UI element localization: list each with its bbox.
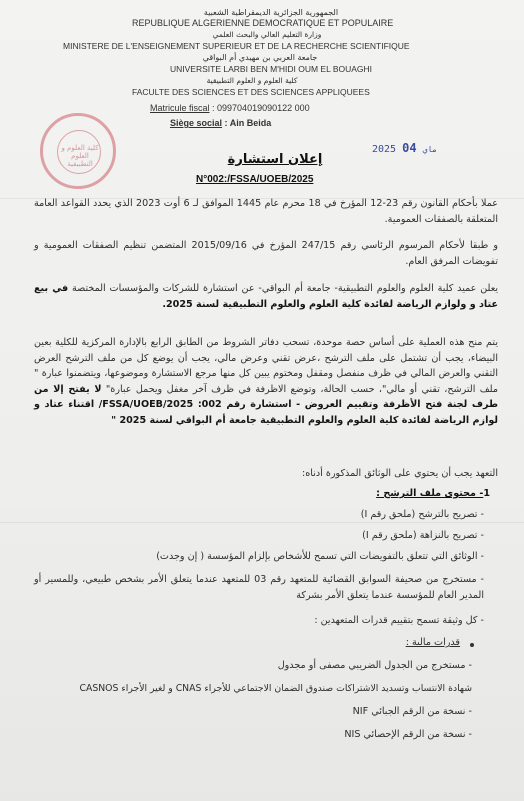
paragraph-decree: و طبقا لأحكام المرسوم الرئاسي رقم 247/15 المؤرخ في 2015/09/16 المتضمن تنظيم الصفقات العمومية و تفويضات المرفق العام. (34, 240, 498, 267)
capacity-item-3: - نسخة من الرقم الجبائي NIF (352, 706, 472, 717)
siege-social (170, 118, 271, 128)
procedure-envelope-mention: لا يفتح إلا من طرف لجنة فتح الأظرفة وتقييم العروض - استشارة رقم 002: FSSA/UOEB/2025/ اقتناء عتاد و لوازم الرياضة لفائدة كلية العلوم والعلوم التطبيقية جامعة أم البواقي لسنة 2025 " (34, 383, 498, 426)
capacities-title: قدرات مالية : (405, 637, 460, 648)
date-stamp (372, 141, 437, 155)
paragraph-announcement (34, 281, 498, 312)
paragraph-law: عملا بأحكام القانون رقم 23-12 المؤرخ في 18 محرم عام 1445 الموافق لـ 6 أوت 2023 الذي يحدد القواعد العامة المتعلقة بالصفقات العمومية. (34, 198, 498, 225)
matricule-fiscal (150, 103, 310, 113)
header-ar-republic: الجمهورية الجزائرية الديمقراطية الشعبية (203, 8, 339, 17)
paragraph-requirements: التعهد يجب أن يحتوي على الوثائق المذكورة أدناه: (302, 468, 498, 479)
announcement-reference: N°002:/FSSA/UOEB/2025 (196, 174, 314, 185)
header-fr-ministry: MINISTERE DE L'ENSEIGNEMENT SUPERIEUR ET DE LA RECHERCHE SCIENTIFIQUE (63, 41, 410, 51)
stamp-text: كلية العلوم و العلوم التطبيقية (61, 144, 99, 168)
announcement-text: يعلن عميد كلية العلوم والعلوم التطبيقية- جامعة أم البواقي- عن استشارة للشركات والمؤسسات المختصة (72, 283, 498, 294)
capacity-item-4: - نسخة من الرقم الإحصائي NIS (344, 729, 472, 740)
capacity-item-1: - مستخرج من الجدول الضريبي مصفى أو مجدول (277, 660, 472, 671)
section1-heading (376, 488, 490, 499)
faculty-stamp (40, 113, 116, 189)
header-ar-university: جامعة العربي بن مهيدي أم البواقي (202, 53, 318, 62)
date-month: ماي (422, 145, 438, 154)
header-fr-university: UNIVERSITE LARBI BEN M'HIDI OUM EL BOUAGHI (170, 64, 373, 74)
section1-item-4: - مستخرج من صحيفة السوابق القضائية للمتعهد رقم 03 للمتعهد عندما يتعلق الأمر بشخص طبيعي، وللمسير أو المدير العام للمؤسسة عندما يتعلق الأمر بشركة (34, 574, 484, 601)
siege-value: : Ain Beida (224, 118, 272, 128)
matricule-value: : 099704019090122 000 (212, 103, 310, 113)
section1-item-2: - تصريح بالنزاهة (ملحق رقم I) (362, 530, 484, 541)
paper-fold (0, 522, 524, 523)
paragraph-procedure (34, 335, 498, 428)
section1-item-1: - تصريح بالترشح (ملحق رقم I) (360, 509, 484, 520)
header-fr-faculty: FACULTE DES SCIENCES ET DES SCIENCES APPLIQUEES (132, 87, 370, 97)
bullet-icon (470, 643, 474, 647)
announcement-subject: في بيع عتاد و ولوازم الرياضة لفائدة كلية العلوم والعلوم التطبيقية لسنة 2025. (34, 283, 498, 310)
section1-item-5: - كل وثيقة تسمح بتقييم قدرات المتعهدين : (314, 615, 484, 626)
section1-item-3: - الوثائق التي تتعلق بالتفويضات التي تسمح للأشخاص بإلزام المؤسسة ( إن وجدت) (156, 551, 484, 562)
capacity-item-2: شهادة الانتساب وتسديد الاشتراكات صندوق الضمان الاجتماعي للأجراء CNAS و لغير الأجراء CASNOS (79, 683, 472, 694)
section1-number: 1 (483, 488, 490, 499)
date-day: 04 (402, 141, 417, 155)
header-ar-ministry: وزارة التعليم العالي والبحث العلمي (212, 30, 322, 39)
header-fr-republic: REPUBLIQUE ALGERIENNE DEMOCRATIQUE ET POPULAIRE (132, 18, 394, 28)
section1-title: - محتوى ملف الترشح : (376, 488, 484, 499)
siege-label: Siège social (170, 118, 223, 128)
date-year: 2025 (372, 144, 397, 155)
procedure-text: يتم منح هذه العملية على أساس حصة موحدة، تسحب دفاتر الشروط من الطابق الرابع بالإدارة المركزية للكلية بعين البيضاء، يجب أن تشتمل على ملف الترشح ،عرض تقني وعرض مالي، يجب أن يوضع كل من ملف الترشح العرض التقني والعرض المالي في ظرف منفصل ومقفل ومختوم يبين كل منها مرجع الاستشارة وموضوعها، ويتضمنوا عبارة " ملف الترشح، تقني أو مالي"، حسب الحالة، وتوضع الاظرفة في ظرف آخر مغفل ويحمل عبارة" (34, 337, 498, 395)
header-ar-faculty: كلية العلوم و العلوم التطبيقية (206, 76, 298, 85)
matricule-label: Matricule fiscal (150, 103, 210, 113)
page-title: إعلان استشارة (227, 152, 323, 167)
